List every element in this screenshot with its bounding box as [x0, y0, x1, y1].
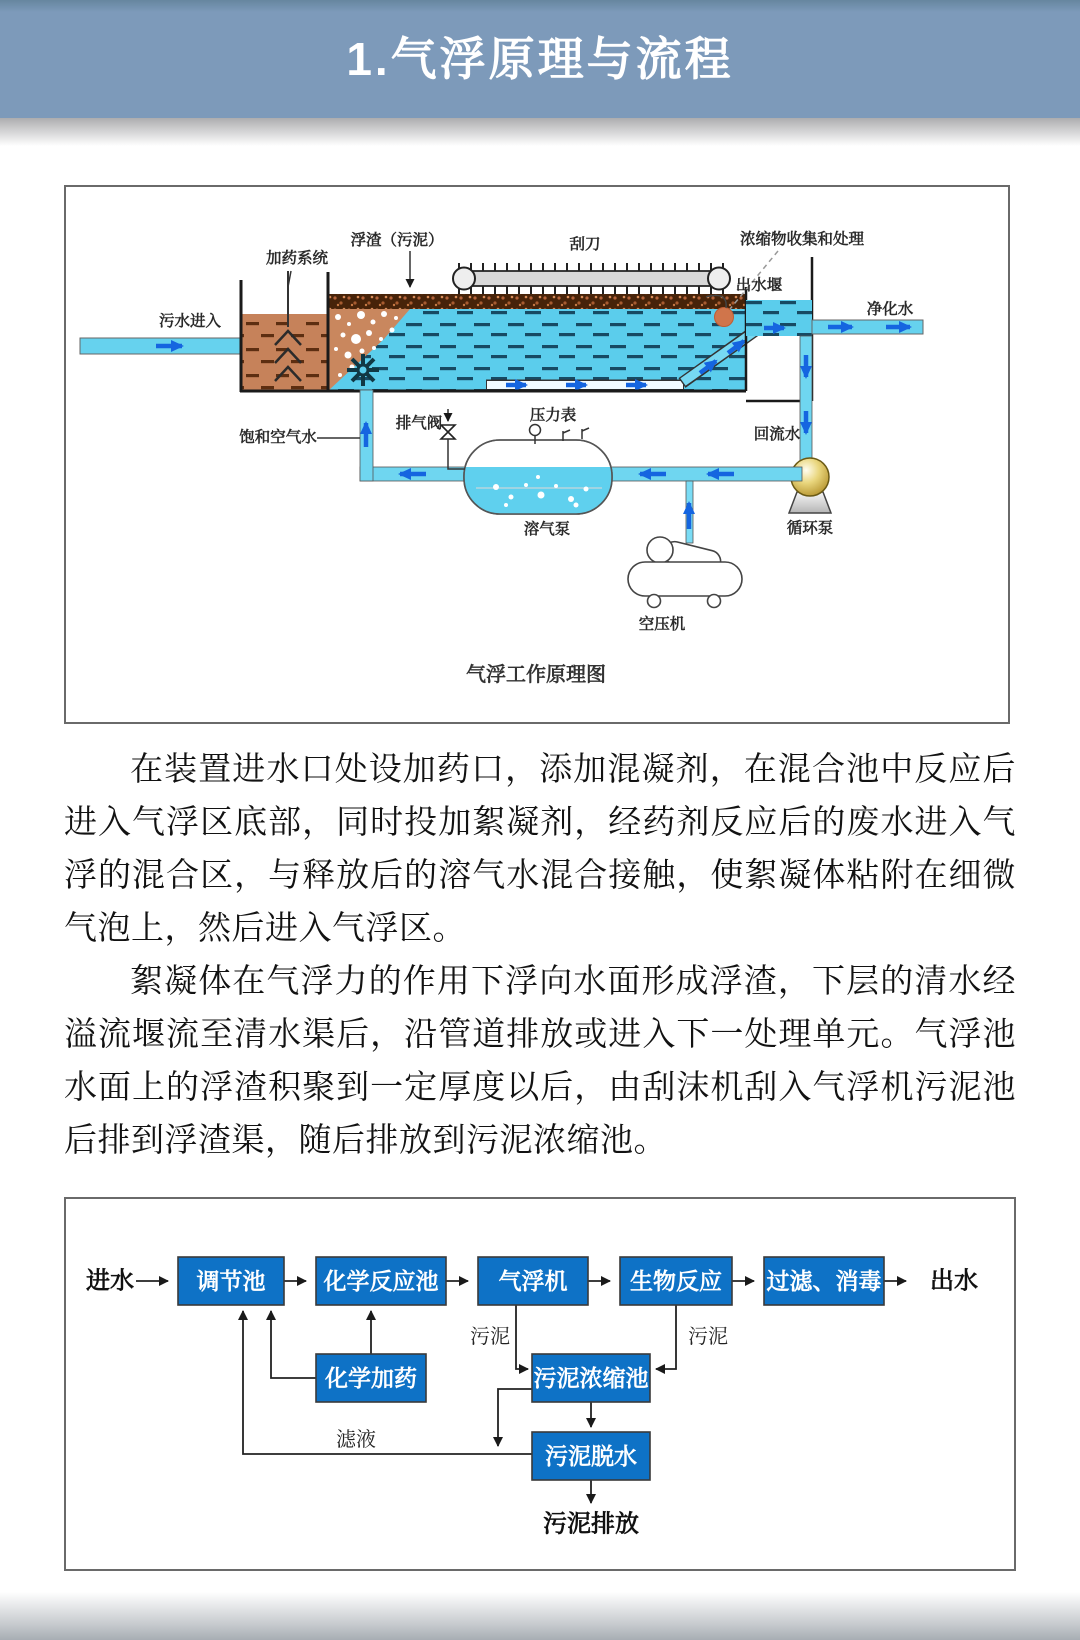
figure1-caption: 气浮工作原理图 — [466, 664, 606, 686]
dissolved-air-tank — [441, 409, 612, 514]
scraper-conveyor — [453, 267, 730, 290]
flotation-principle-diagram — [66, 187, 1008, 722]
air-compressor-icon — [628, 481, 742, 608]
label-return-water: 回流水 — [753, 426, 801, 443]
label-pressure-gauge: 压力表 — [529, 407, 577, 424]
label-wastewater-inlet: 污水进入 — [158, 313, 222, 330]
label-dissolved-air-tank: 溶气泵 — [523, 521, 571, 538]
node-regulating-tank-label: 调节池 — [196, 1268, 266, 1294]
sludge-label-1: 污泥 — [470, 1326, 510, 1348]
node-biological-reaction-label: 生物反应 — [630, 1268, 722, 1294]
sludge-label-2: 污泥 — [688, 1326, 728, 1348]
exhaust-valve-icon — [441, 409, 465, 469]
flow-connectors — [136, 1281, 906, 1503]
label-scraper: 刮刀 — [569, 236, 601, 253]
node-sludge-dewatering-label: 污泥脱水 — [545, 1443, 637, 1469]
label-circulation-pump: 循环泵 — [786, 520, 834, 537]
label-concentrate-collection: 浓缩物收集和处理 — [739, 231, 865, 248]
flow-inlet-label: 进水 — [86, 1267, 134, 1295]
scum-layer — [328, 294, 746, 309]
process-flowchart-figure — [64, 1197, 1016, 1571]
label-saturated-air-water: 饱和空气水 — [239, 429, 317, 446]
filtrate-label: 滤液 — [336, 1429, 376, 1451]
wastewater-inlet-pipe — [80, 338, 241, 354]
mixing-tank — [241, 271, 328, 391]
banner-shadow — [0, 118, 1080, 146]
page-title: 1.气浮原理与流程 — [346, 33, 734, 85]
paragraph-2: 絮凝体在气浮力的作用下浮向水面形成浮渣，下层的清水经溢流堰流至清水渠后，沿管道排放或进入下一处理单元。气浮池水面上的浮渣积聚到一定厚度以后，由刮沫机刮入气浮机污泥池后排到浮渣渠，随后排放到污泥浓缩池。 — [64, 962, 1016, 1158]
node-flotation-machine-label: 气浮机 — [498, 1268, 568, 1294]
node-filtration-disinfection-label: 过滤、消毒 — [766, 1268, 882, 1294]
paragraph-1: 在装置进水口处设加药口，添加混凝剂，在混合池中反应后进入气浮区底部，同时投加絮凝剂，经药剂反应后的废水进入气浮的混合区，与释放后的溶气水混合接触，使絮凝体粘附在细微气泡上，然后进入气浮区。 — [64, 750, 1016, 946]
process-flowchart — [66, 1199, 1014, 1569]
page-header — [0, 0, 1080, 118]
node-chemical-dosing-label: 化学加药 — [325, 1365, 417, 1391]
sludge-discharge-label: 污泥排放 — [543, 1510, 639, 1538]
label-exhaust-valve: 排气阀 — [395, 415, 443, 432]
page-footer-shadow — [0, 1592, 1080, 1640]
node-chemical-reaction-tank-label: 化学反应池 — [323, 1268, 439, 1294]
return-water-pipe — [800, 336, 812, 477]
label-clean-water: 净化水 — [866, 301, 914, 318]
label-air-compressor: 空压机 — [638, 616, 686, 633]
node-sludge-thickening-tank-label: 污泥浓缩池 — [533, 1365, 649, 1391]
label-scum: 浮渣（污泥） — [350, 232, 444, 249]
body-text — [64, 742, 1016, 1166]
flow-outlet-label: 出水 — [930, 1267, 978, 1295]
circulation-pump-icon — [789, 458, 831, 513]
flotation-principle-figure — [64, 185, 1010, 724]
scum-collection-ball — [715, 308, 734, 327]
label-dosing-system: 加药系统 — [265, 250, 329, 267]
label-outlet-weir: 出水堰 — [735, 277, 783, 294]
